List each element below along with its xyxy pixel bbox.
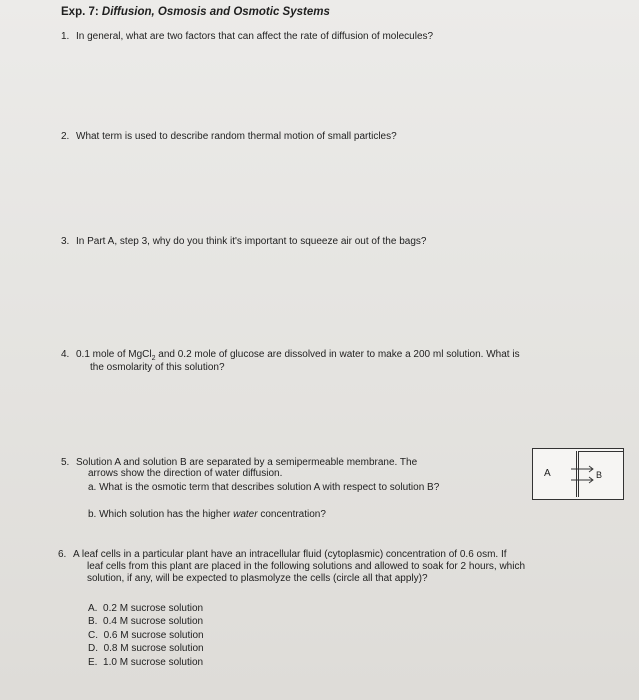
question-number: 6. <box>58 549 67 560</box>
arrow-icon <box>569 463 599 487</box>
question-number: 3. <box>61 236 70 247</box>
question-number: 4. <box>61 349 70 360</box>
answer-option[interactable]: D. 0.8 M sucrose solution <box>88 643 204 655</box>
question-text: A leaf cells in a particular plant have an intracellular fluid (cytoplasmic) concentration of 0.6 osm. If <box>73 549 507 560</box>
answer-option[interactable]: E. 1.0 M sucrose solution <box>88 656 204 668</box>
answer-option[interactable]: A. 0.2 M sucrose solution <box>88 603 204 614</box>
question-4 <box>61 349 621 377</box>
question-text-line2: leaf cells from this plant are placed in the following solutions and allowed to soak for 2 hours, which <box>87 561 526 572</box>
question-text: In general, what are two factors that can affect the rate of diffusion of molecules? <box>76 31 434 42</box>
question-1 <box>61 31 621 45</box>
answer-option[interactable]: B. 0.4 M sucrose solution <box>88 616 204 628</box>
question-text-line2: the osmolarity of this solution? <box>90 362 225 373</box>
question-text: 0.1 mole of MgCl$_2$ and 0.2 mole of glucose are dissolved in water to make a 200 ml solution. What is <box>76 349 520 362</box>
sub-question-b: b. Which solution has the higher water concentration? <box>88 509 326 520</box>
question-number: 1. <box>61 31 70 42</box>
question-text: What term is used to describe random thermal motion of small particles? <box>76 131 397 142</box>
question-number: 2. <box>61 131 70 142</box>
page-title <box>61 6 330 18</box>
solution-b-label: B <box>596 470 603 480</box>
question-text-line2: arrows show the direction of water diffusion. <box>88 468 283 479</box>
exp-label: Exp. 7: <box>61 6 99 18</box>
question-text-line3: solution, if any, will be expected to plasmolyze the cells (circle all that apply)? <box>87 573 428 584</box>
solution-a-label: A <box>544 468 551 479</box>
question-number: 5. <box>61 457 70 468</box>
question-5 <box>61 457 531 527</box>
answer-option[interactable]: C. 0.6 M sucrose solution <box>88 629 204 641</box>
question-2 <box>61 131 621 145</box>
exp-title: Diffusion, Osmosis and Osmotic Systems <box>101 6 330 18</box>
question-6 <box>58 549 633 593</box>
question-3 <box>61 236 621 250</box>
question-text: Solution A and solution B are separated by a semipermeable membrane. The <box>76 457 418 468</box>
sub-question-a: a. What is the osmotic term that describes solution A with respect to solution B? <box>88 482 440 493</box>
membrane-diagram <box>532 448 624 500</box>
question-text: In Part A, step 3, why do you think it's important to squeeze air out of the bags? <box>76 236 427 247</box>
answer-options <box>88 602 288 669</box>
